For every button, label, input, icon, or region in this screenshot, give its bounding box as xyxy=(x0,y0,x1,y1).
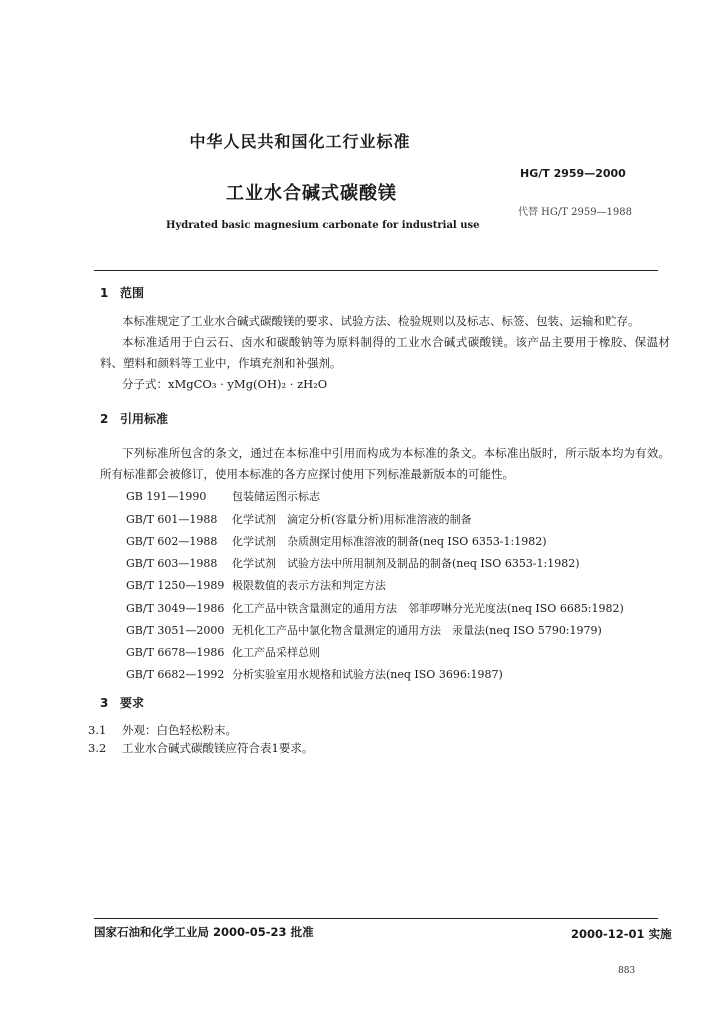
effective-date: 2000-12-01 实施 xyxy=(571,927,672,941)
reference-title: 化学试剂 滴定分析(容量分析)用标准溶液的制备 xyxy=(232,513,472,526)
reference-title: 化工产品采样总则 xyxy=(232,646,320,659)
reference-code: GB/T 1250—1989 xyxy=(126,579,225,592)
reference-item xyxy=(126,644,320,660)
reference-code: GB/T 3049—1986 xyxy=(126,602,225,615)
document-title: 工业水合碱式碳酸镁 xyxy=(226,183,397,204)
reference-item xyxy=(126,533,547,549)
item-number: 3.1 xyxy=(88,723,107,737)
reference-title: 包装储运图示标志 xyxy=(232,490,320,503)
reference-title: 化学试剂 试验方法中所用制剂及制品的制备(neq ISO 6353-1:1982) xyxy=(232,557,580,570)
section-2-heading xyxy=(100,410,168,427)
reference-title: 极限数值的表示方法和判定方法 xyxy=(232,579,386,592)
reference-item xyxy=(126,511,472,527)
section-1-heading xyxy=(100,284,144,301)
section-2-intro: 下列标准所包含的条文，通过在本标准中引用而构成为本标准的条文。本标准出版时，所示版本均为有效。所有标准都会被修订，使用本标准的各方应探讨使用下列标准最新版本的可能性。 xyxy=(100,446,670,481)
reference-item xyxy=(126,488,320,504)
reference-title: 无机化工产品中氯化物含量测定的通用方法 汞量法(neq ISO 5790:1979) xyxy=(232,624,602,637)
reference-title: 化工产品中铁含量测定的通用方法 邻菲啰啉分光光度法(neq ISO 6685:1982) xyxy=(232,602,624,615)
item-number: 3.2 xyxy=(88,741,107,755)
english-title: Hydrated basic magnesium carbonate for industrial use xyxy=(166,220,480,231)
reference-code: GB/T 6678—1986 xyxy=(126,646,225,659)
section-title: 要求 xyxy=(120,696,145,710)
reference-item xyxy=(126,577,386,593)
section-1-paragraph-1: 本标准规定了工业水合碱式碳酸镁的要求、试验方法、检验规则以及标志、标签、包装、运输和贮存。 xyxy=(122,314,640,328)
issuing-org-title: 中华人民共和国化工行业标准 xyxy=(189,132,411,151)
section-number: 3 xyxy=(100,696,109,710)
reference-title: 化学试剂 杂质测定用标准溶液的制备(neq ISO 6353-1:1982) xyxy=(232,535,547,548)
section-number: 2 xyxy=(100,412,109,426)
page-number: 883 xyxy=(618,966,636,976)
section-title: 范围 xyxy=(120,286,145,300)
section-3-heading xyxy=(100,694,144,711)
reference-code: GB/T 602—1988 xyxy=(126,535,218,548)
reference-code: GB/T 6682—1992 xyxy=(126,668,225,681)
footer-divider xyxy=(94,918,658,919)
replaces-standard: 代替 HG/T 2959—1988 xyxy=(518,207,633,218)
reference-item xyxy=(126,666,503,682)
requirement-item xyxy=(88,722,237,738)
reference-code: GB/T 3051—2000 xyxy=(126,624,225,637)
item-text: 工业水合碱式碳酸镁应符合表1要求。 xyxy=(122,741,314,755)
reference-code: GB/T 603—1988 xyxy=(126,557,218,570)
molecular-formula: 分子式：xMgCO₃ · yMg(OH)₂ · zH₂O xyxy=(122,377,328,391)
reference-code: GB 191—1990 xyxy=(126,490,207,503)
reference-title: 分析实验室用水规格和试验方法(neq ISO 3696:1987) xyxy=(232,668,503,681)
section-number: 1 xyxy=(100,286,109,300)
approval-note: 国家石油和化学工业局 2000-05-23 批准 xyxy=(94,925,314,939)
requirement-item xyxy=(88,740,313,756)
section-title: 引用标准 xyxy=(120,412,169,426)
header-divider xyxy=(94,270,658,271)
reference-item xyxy=(126,555,580,571)
section-1-paragraph-2: 本标准适用于白云石、卤水和碳酸钠等为原料制得的工业水合碱式碳酸镁。该产品主要用于橡胶、保温材料、塑料和颜料等工业中，作填充剂和补强剂。 xyxy=(100,335,670,370)
reference-item xyxy=(126,600,624,616)
reference-item xyxy=(126,622,602,638)
standard-code: HG/T 2959—2000 xyxy=(520,167,626,180)
item-text: 外观：白色轻松粉末。 xyxy=(122,723,237,737)
reference-code: GB/T 601—1988 xyxy=(126,513,218,526)
